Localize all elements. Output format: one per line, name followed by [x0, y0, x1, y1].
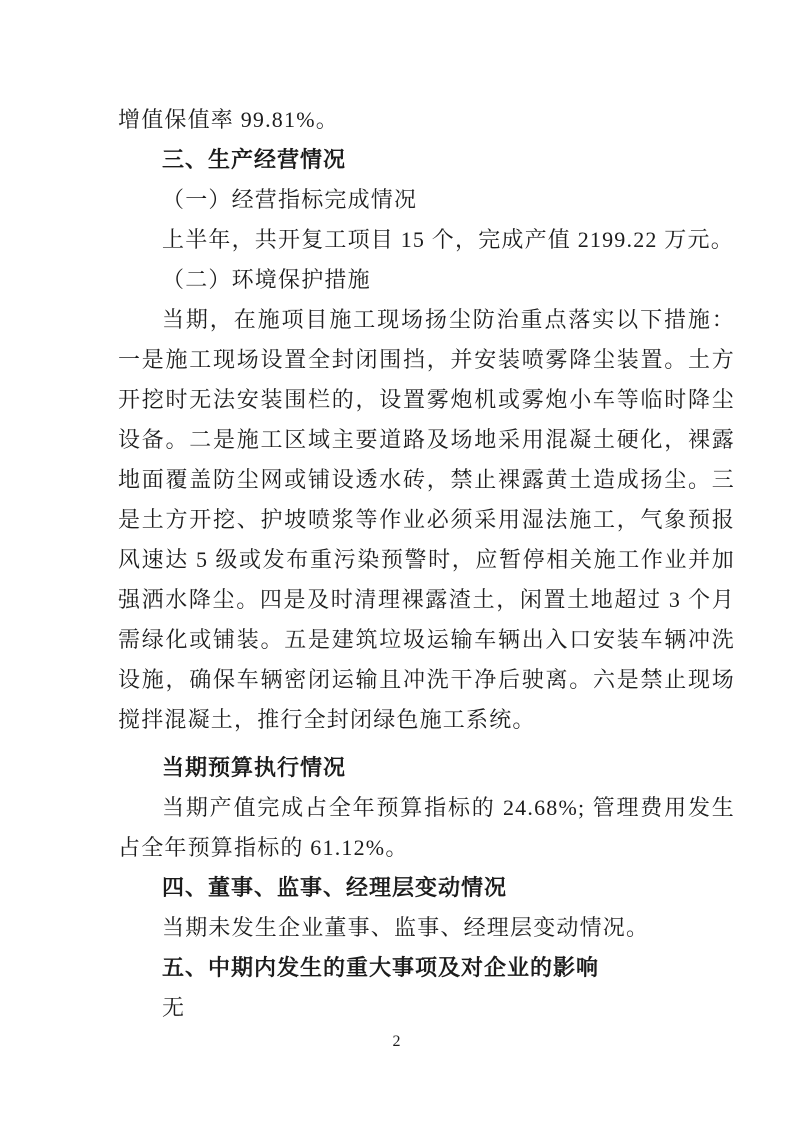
paragraph-management-changes: 当期未发生企业董事、监事、经理层变动情况。 [162, 915, 650, 940]
heading-section-3-production-operations: 三、生产经营情况 [162, 147, 347, 172]
paragraph-value-preservation-rate: 增值保值率 99.81%。 [118, 107, 339, 132]
paragraph-operating-indicators: 上半年，共开复工项目 15 个，完成产值 2199.22 万元。 [162, 227, 734, 252]
subheading-environmental-protection: （二）环境保护措施 [162, 267, 371, 292]
heading-section-5-major-events: 五、中期内发生的重大事项及对企业的影响 [162, 955, 600, 980]
heading-section-4-management-changes: 四、董事、监事、经理层变动情况 [162, 875, 508, 900]
paragraph-major-events-none: 无 [162, 995, 186, 1020]
subheading-operating-indicators: （一）经营指标完成情况 [162, 187, 418, 212]
document-content [118, 100, 735, 1028]
paragraph-budget-execution: 当期产值完成占全年预算指标的 24.68%; 管理费用发生占全年预算指标的 61.12%。 [118, 795, 735, 860]
page-number: 2 [392, 1033, 401, 1050]
paragraph-dust-control-measures: 当期，在施项目施工现场扬尘防治重点落实以下措施：一是施工现场设置全封闭围挡，并安装喷雾降尘装置。土方开挖时无法安装围栏的，设置雾炮机或雾炮小车等临时降尘设备。二是施工区域主要道路及场地采用混凝土硬化，裸露地面覆盖防尘网或铺设透水砖，禁止裸露黄土造成扬尘。三是土方开挖、护坡喷浆等作业必须采用湿法施工，气象预报风速达 5 级或发布重污染预警时，应暂停相关施工作业并加强洒水降尘。四是及时清理裸露渣土，闲置土地超过 3 个月需绿化或铺装。五是建筑垃圾运输车辆出入口安装车辆冲洗设施，确保车辆密闭运输且冲洗干净后驶离。六是禁止现场搅拌混凝土，推行全封闭绿色施工系统。 [118, 307, 735, 732]
heading-budget-execution: 当期预算执行情况 [162, 755, 347, 780]
